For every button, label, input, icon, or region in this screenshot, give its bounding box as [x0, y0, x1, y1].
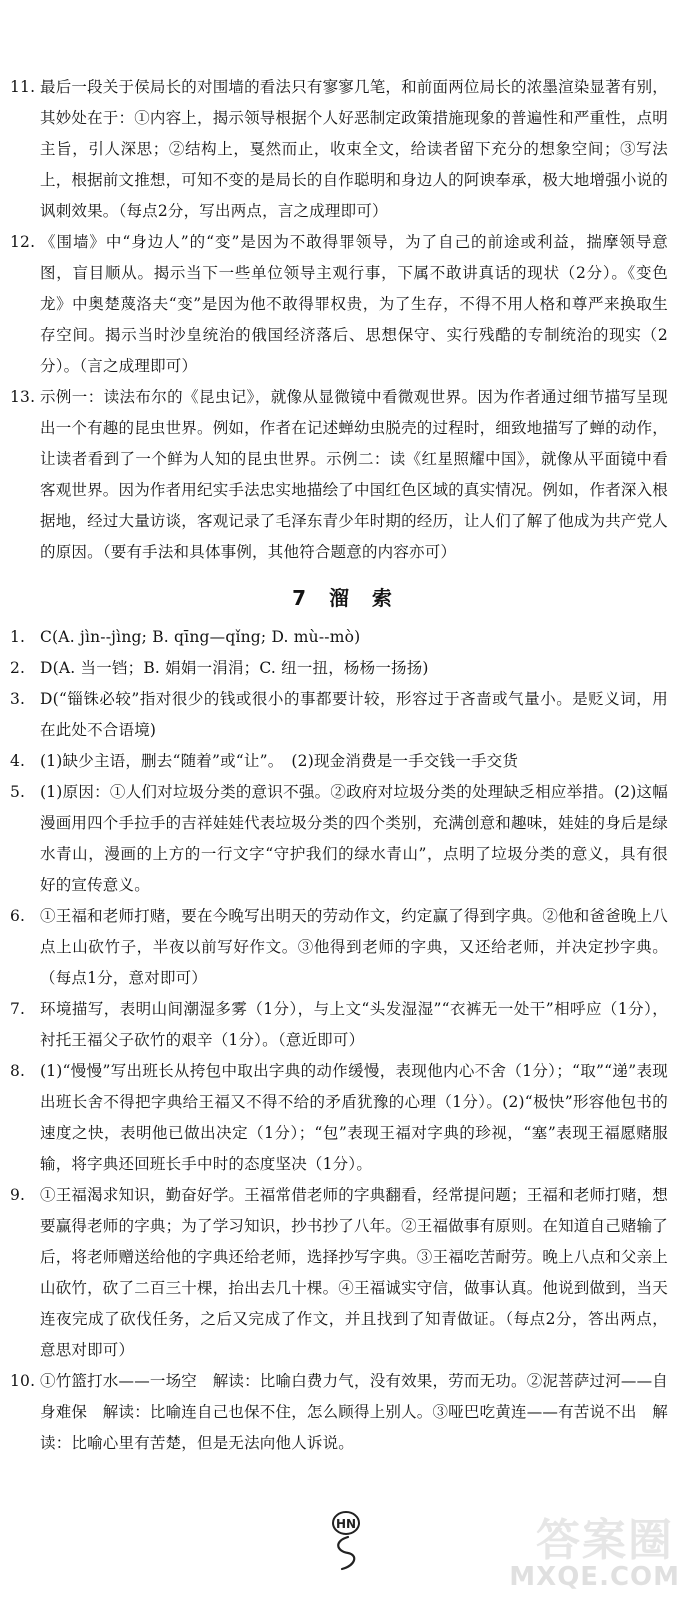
answer-item-12 — [0, 227, 692, 382]
answer-item-11 — [0, 72, 692, 227]
answer-item-10 — [0, 1366, 692, 1459]
answer-item-9 — [0, 1180, 692, 1366]
watermark — [454, 1504, 684, 1592]
answer-item-6 — [0, 901, 692, 994]
item-number: 4. — [10, 752, 26, 770]
section-title: 7 溜 索 — [292, 586, 400, 610]
item-number: 8. — [10, 1062, 26, 1080]
item-text: C(A. jìn--jìng; B. qīng—qǐng; D. mù--mò) — [40, 628, 361, 646]
item-text: (1)“慢慢”写出班长从挎包中取出字典的动作缓慢，表现他内心不舍（1分）；“取”“递”表现出班长舍不得把字典给王福又不得不给的矛盾犹豫的心理（1分）。(2)“极快”形容他包书的速度之快，表明他已做出决定（1分）；“包”表现王福对字典的珍视，“塞”表现王福愿赌服输，将字典还回班长手中时的态度坚决（1分）。 — [40, 1062, 668, 1173]
item-text: 示例一：读法布尔的《昆虫记》，就像从显微镜中看微观世界。因为作者通过细节描写呈现出一个有趣的昆虫世界。例如，作者在记述蝉幼虫脱壳的过程时，细致地描写了蝉的动作，让读者看到了一个鲜为人知的昆虫世界。示例二：读《红星照耀中国》，就像从平面镜中看客观世界。因为作者用纪实手法忠实地描绘了中国红色区域的真实情况。例如，作者深入根据地，经过大量访谈，客观记录了毛泽东青少年时期的经历，让人们了解了他成为共产党人的原因。（要有手法和具体事例，其他符合题意的内容亦可） — [40, 388, 669, 561]
item-number: 1. — [10, 628, 26, 646]
item-number: 9. — [10, 1186, 26, 1204]
item-number: 3. — [10, 690, 26, 708]
answer-item-7 — [0, 994, 692, 1056]
item-number: 5. — [10, 783, 26, 801]
item-number: 7. — [10, 1000, 26, 1018]
item-number: 6. — [10, 907, 26, 925]
answer-item-3 — [0, 684, 692, 746]
item-number: 11. — [10, 78, 36, 96]
answer-item-4 — [0, 746, 692, 777]
publisher-logo-icon — [324, 1505, 368, 1575]
item-text: (1)原因：①人们对垃圾分类的意识不强。②政府对垃圾分类的处理缺乏相应举措。(2)这幅漫画用四个手拉手的吉祥娃娃代表垃圾分类的四个类别，充满创意和趣味，娃娃的身后是绿水青山，漫画的上方的一行文字“守护我们的绿水青山”，点明了垃圾分类的意义，具有很好的宣传意义。 — [40, 783, 669, 894]
item-text: 最后一段关于侯局长的对围墙的看法只有寥寥几笔，和前面两位局长的浓墨渲染显著有别，其妙处在于：①内容上，揭示领导根据个人好恶制定政策措施现象的普遍性和严重性，点明主旨，引人深思；②结构上，戛然而止，收束全文，给读者留下充分的想象空间；③写法上，根据前文推想，可知不变的是局长的自作聪明和身边人的阿谀奉承，极大地增强小说的讽刺效果。（每点2分，写出两点，言之成理即可） — [40, 78, 669, 220]
item-number: 13. — [10, 388, 36, 406]
watermark-text: MXQE.COM — [509, 1562, 680, 1592]
item-text: D(A. 当一铛；B. 娟娟一涓涓；C. 纽一扭，杨杨一扬扬) — [40, 659, 429, 677]
item-text: ①王福渴求知识，勤奋好学。王福常借老师的字典翻看，经常提问题；王福和老师打赌，想要赢得老师的字典；为了学习知识，抄书抄了八年。②王福做事有原则。在知道自己赌输了后，将老师赠送给他的字典还给老师，选择抄写字典。③王福吃苦耐劳。晚上八点和父亲上山砍竹，砍了二百三十棵，抬出去几十棵。④王福诚实守信，做事认真。他说到做到，当天连夜完成了砍伐任务，之后又完成了作文，并且找到了知青做证。（每点2分，答出两点，意思对即可） — [40, 1186, 669, 1359]
watermark-glyphs: 答案圈 — [536, 1515, 674, 1566]
svg-text:HN: HN — [335, 1517, 357, 1531]
item-number: 12. — [10, 233, 36, 251]
answer-item-13 — [0, 382, 692, 568]
item-text: ①王福和老师打赌，要在今晚写出明天的劳动作文，约定赢了得到字典。②他和爸爸晚上八点上山砍竹子，半夜以前写好作文。③他得到老师的字典，又还给老师，并决定抄字典。（每点1分，意对即可） — [40, 907, 669, 987]
item-text: D(“锱铢必较”指对很少的钱或很小的事都要计较，形容过于吝啬或气量小。是贬义词，用在此处不合语境) — [40, 690, 668, 739]
answer-content — [0, 72, 692, 1459]
item-number: 10. — [10, 1372, 36, 1390]
answer-item-8 — [0, 1056, 692, 1180]
item-text: (1)缺少主语，删去“随着”或“让”。 (2)现金消费是一手交钱一手交货 — [40, 752, 519, 770]
answer-item-5 — [0, 777, 692, 901]
answer-item-2 — [0, 653, 692, 684]
item-text: ①竹篮打水——一场空 解读：比喻白费力气，没有效果，劳而无功。②泥菩萨过河——自身难保 解读：比喻连自己也保不住，怎么顾得上别人。③哑巴吃黄连——有苦说不出 解读：比喻心里有苦楚，但是无法向他人诉说。 — [40, 1372, 669, 1452]
item-text: 《围墙》中“身边人”的“变”是因为不敢得罪领导，为了自己的前途或利益，揣摩领导意图，盲目顺从。揭示当下一些单位领导主观行事，下属不敢讲真话的现状（2分）。《变色龙》中奥楚蔑洛夫“变”是因为他不敢得罪权贵，为了生存，不得不用人格和尊严来换取生存空间。揭示当时沙皇统治的俄国经济落后、思想保守、实行残酷的专制统治的现实（2分）。（言之成理即可） — [40, 233, 668, 375]
item-number: 2. — [10, 659, 26, 677]
item-text: 环境描写，表明山间潮湿多雾（1分），与上文“头发湿湿”“衣裤无一处干”相呼应（1分），衬托王福父子砍竹的艰辛（1分）。（意近即可） — [40, 1000, 668, 1049]
answer-item-1 — [0, 622, 692, 653]
